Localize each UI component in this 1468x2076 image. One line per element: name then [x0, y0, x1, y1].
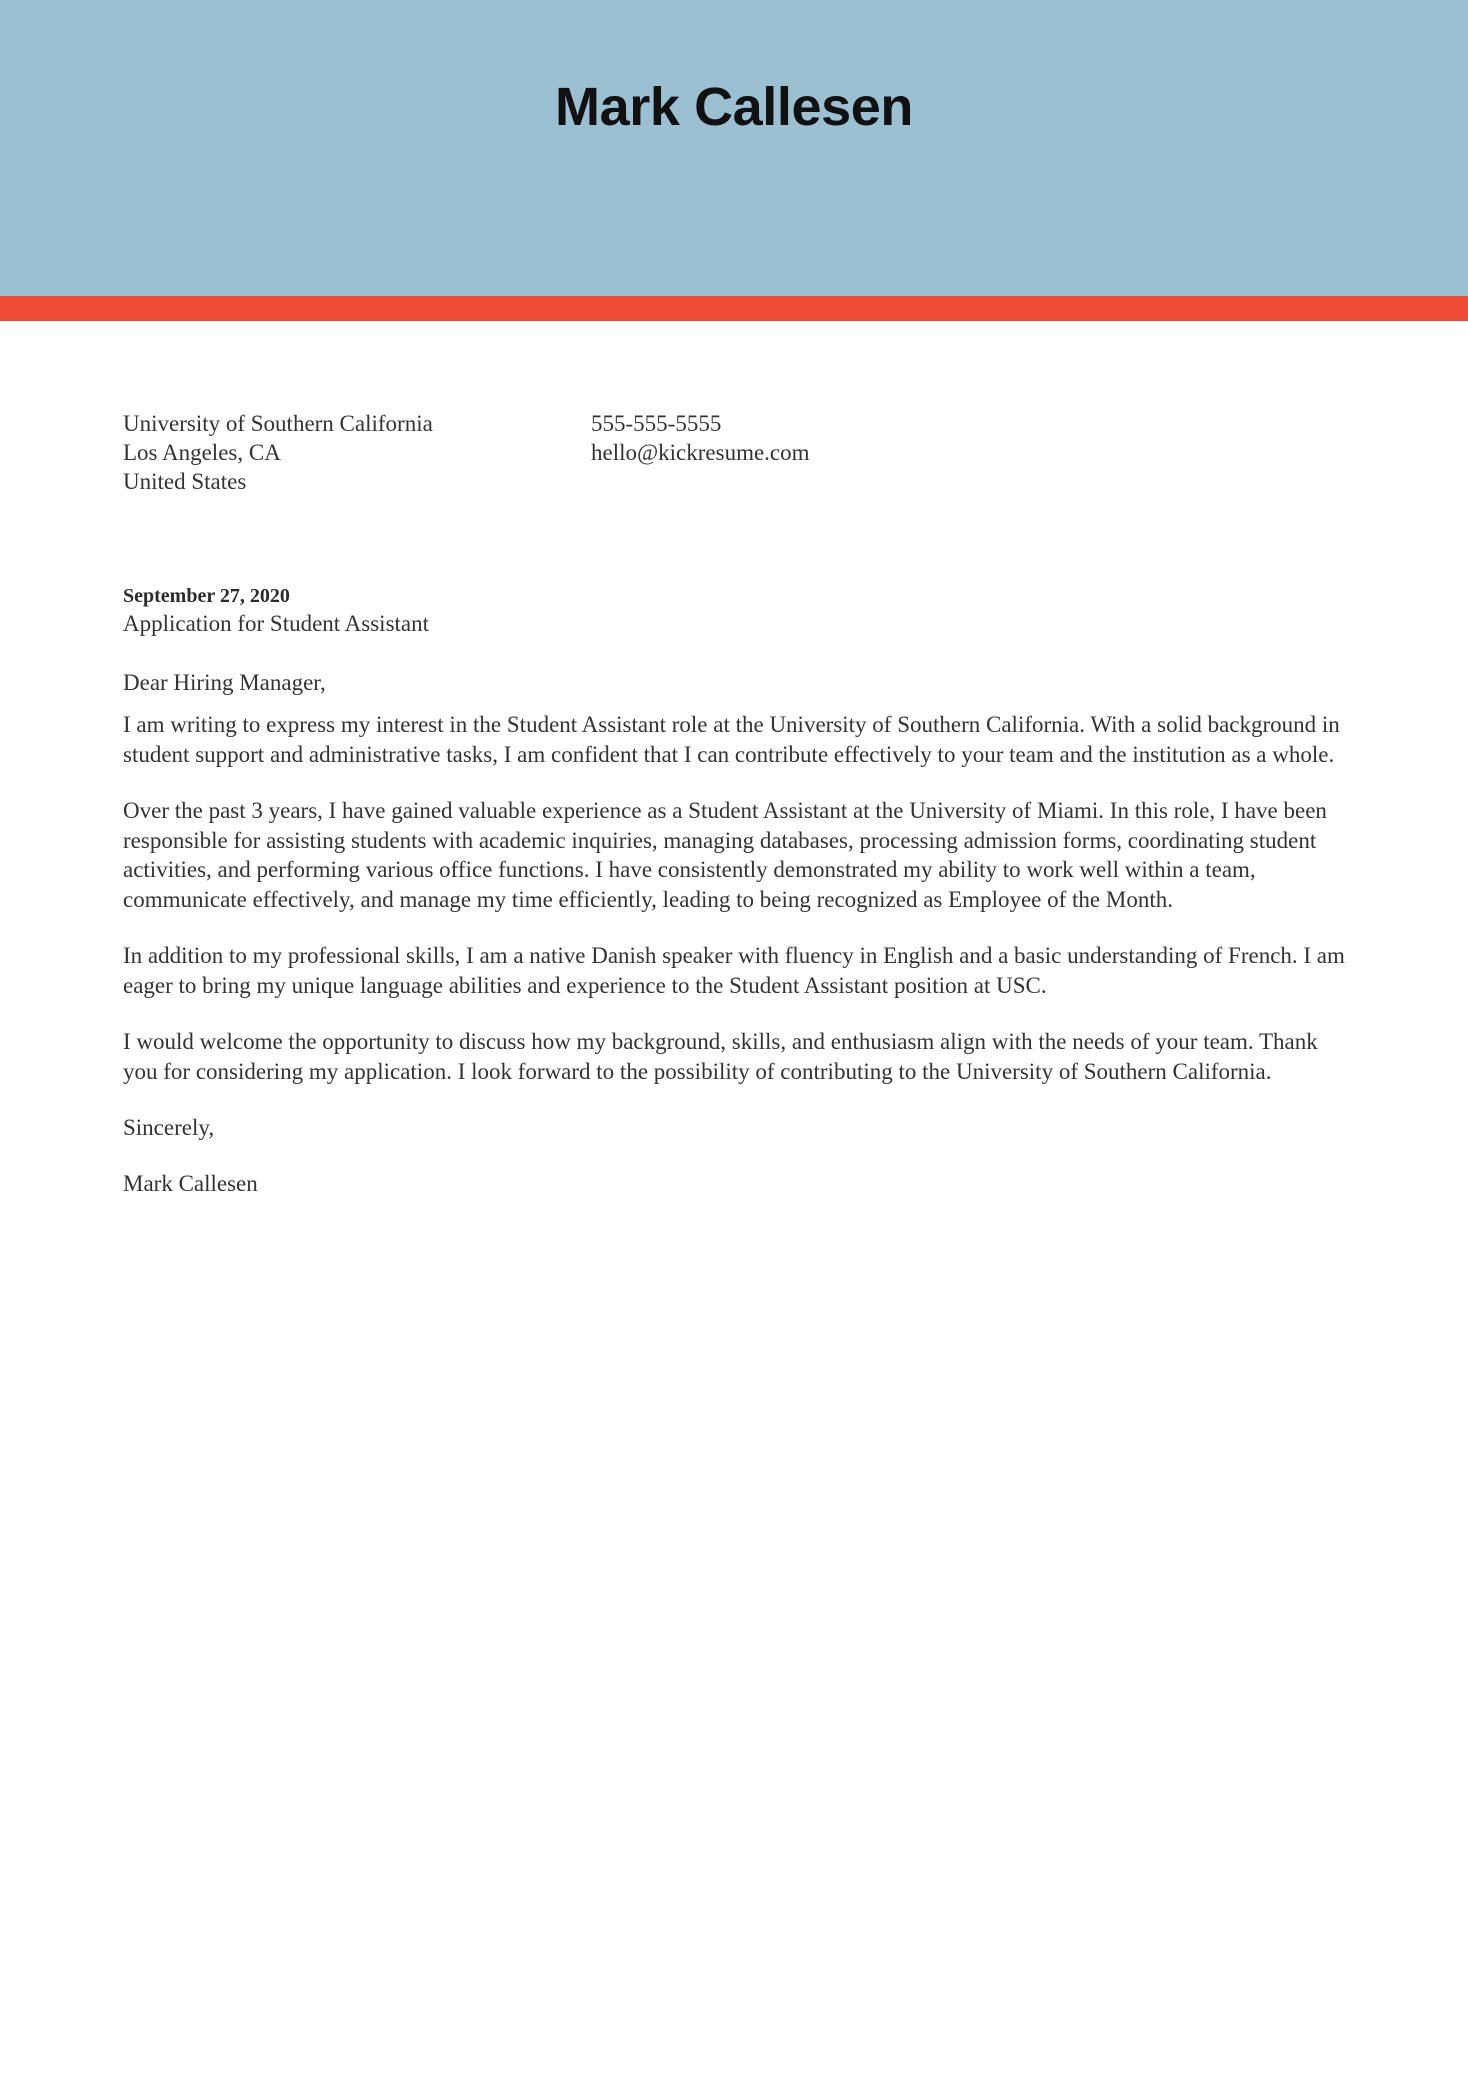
- contact-city-state: Los Angeles, CA: [123, 440, 281, 465]
- letter-paragraph: I am writing to express my interest in the Student Assistant role at the University of Southern California. With a solid background in student support and administrative tasks, I am confident that I can contribute effectively to your team and the institution as a whole.: [123, 712, 1340, 767]
- letter-paragraph: I would welcome the opportunity to discuss how my background, skills, and enthusiasm align with the needs of your team. Thank you for considering my application. I look forward to the possibility of contributing to the University of Southern California.: [123, 1029, 1318, 1084]
- page-title: Mark Callesen: [555, 77, 913, 137]
- letter-salutation: Dear Hiring Manager,: [123, 670, 326, 695]
- header-banner: [0, 0, 1468, 296]
- contact-phone: 555-555-5555: [591, 411, 722, 436]
- letter-content: [0, 409, 1468, 1198]
- letter-paragraph: Over the past 3 years, I have gained valuable experience as a Student Assistant at the University of Miami. In this role, I have been responsible for assisting students with academic inquiries, managing databases, processing admission forms, coordinating student activities, and performing various office functions. I have consistently demonstrated my ability to work well within a team, communicate effectively, and manage my time efficiently, leading to being recognized as Employee of the Month.: [123, 798, 1327, 912]
- contact-country: United States: [123, 469, 247, 494]
- contact-organization: University of Southern California: [123, 411, 433, 436]
- letter-paragraph: In addition to my professional skills, I am a native Danish speaker with fluency in English and a basic understanding of French. I am eager to bring my unique language abilities and experience to the Student Assistant position at USC.: [123, 943, 1345, 998]
- letter-closing: Sincerely,: [123, 1115, 215, 1140]
- letter-subject: Application for Student Assistant: [123, 611, 430, 636]
- letter-meta: [123, 584, 1345, 638]
- letter-body: [123, 710, 1345, 1086]
- accent-divider-bar: [0, 296, 1468, 321]
- contact-block: [123, 409, 1345, 496]
- letter-date: September 27, 2020: [123, 585, 290, 607]
- contact-details-column: [591, 409, 1345, 496]
- contact-email: hello@kickresume.com: [591, 440, 810, 465]
- contact-address-column: [123, 409, 591, 496]
- letter-signature: Mark Callesen: [123, 1171, 258, 1196]
